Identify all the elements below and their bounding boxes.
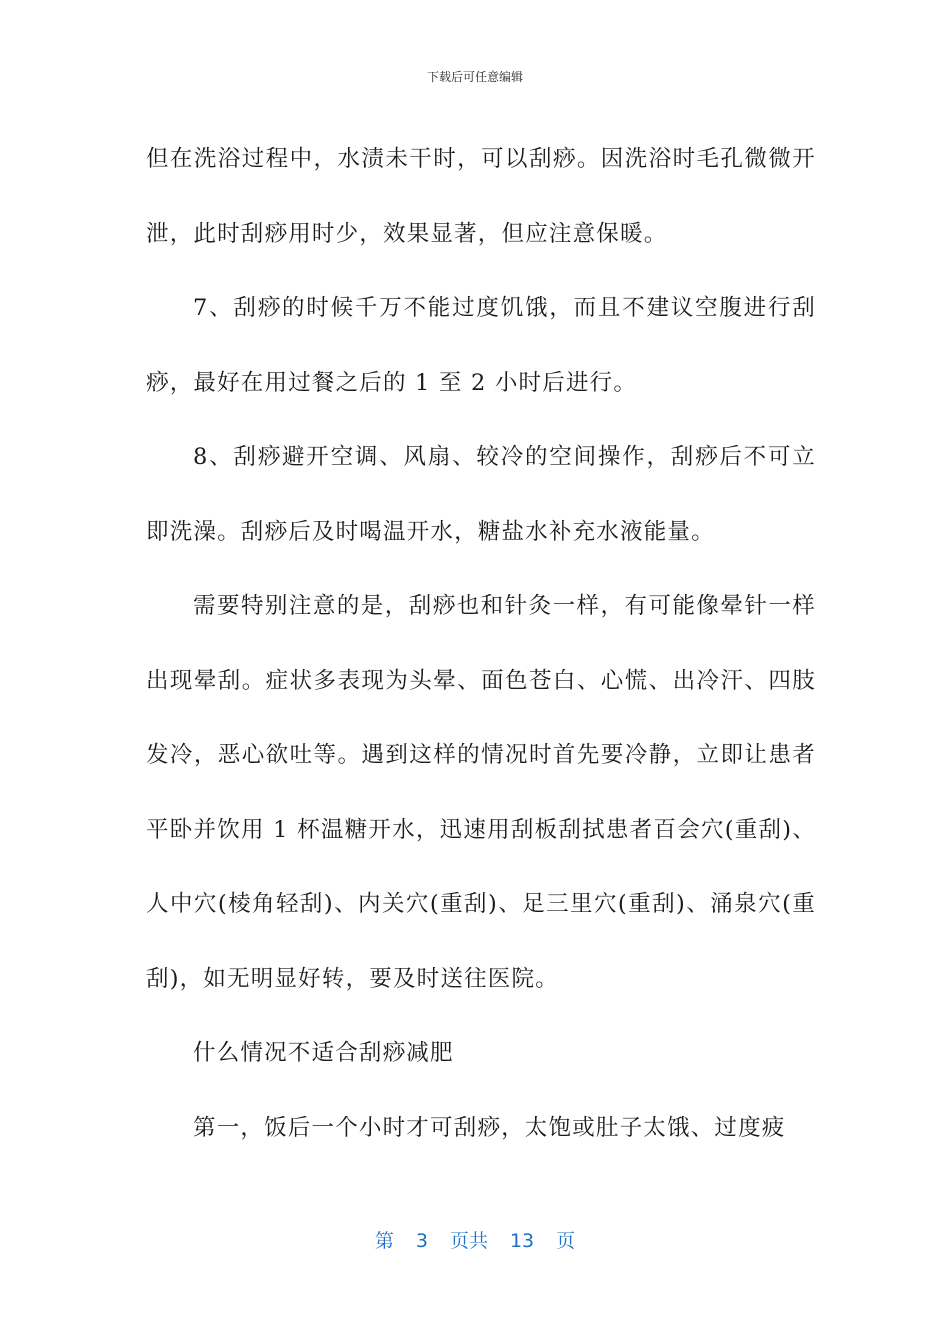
page-footer bbox=[0, 1226, 950, 1253]
document-body bbox=[146, 122, 816, 1165]
total-pages-number: 13 bbox=[509, 1230, 535, 1252]
page-header: 下载后可任意编辑 bbox=[426, 70, 523, 84]
paragraph: 但在洗浴过程中，水渍未干时，可以刮痧。因洗浴时毛孔微微开泄，此时刮痧用时少，效果显著，但应注意保暖。 bbox=[146, 146, 816, 247]
footer-prefix: 第 bbox=[374, 1230, 394, 1252]
footer-middle: 页共 bbox=[449, 1230, 488, 1252]
paragraph: 8、刮痧避开空调、风扇、较冷的空间操作，刮痧后不可立即洗澡。刮痧后及时喝温开水，糖盐水补充水液能量。 bbox=[146, 444, 816, 545]
paragraph: 需要特别注意的是，刮痧也和针灸一样，有可能像晕针一样出现晕刮。症状多表现为头晕、面色苍白、心慌、出冷汗、四肢发冷，恶心欲吐等。遇到这样的情况时首先要冷静，立即让患者平卧并饮用 1 杯温糖开水，迅速用刮板刮拭患者百会穴(重刮)、人中穴(棱角轻刮)、内关穴(重刮)、足三里穴(重刮)、涌泉穴(重刮)，如无明显好转，要及时送往医院。 bbox=[146, 593, 816, 992]
footer-suffix: 页 bbox=[556, 1230, 576, 1252]
paragraph: 7、刮痧的时候千万不能过度饥饿，而且不建议空腹进行刮痧，最好在用过餐之后的 1 至 2 小时后进行。 bbox=[146, 295, 816, 396]
current-page-number: 3 bbox=[415, 1230, 428, 1252]
paragraph: 第一，饭后一个小时才可刮痧，太饱或肚子太饿、过度疲 bbox=[193, 1114, 786, 1141]
section-heading: 什么情况不适合刮痧减肥 bbox=[193, 1040, 454, 1066]
